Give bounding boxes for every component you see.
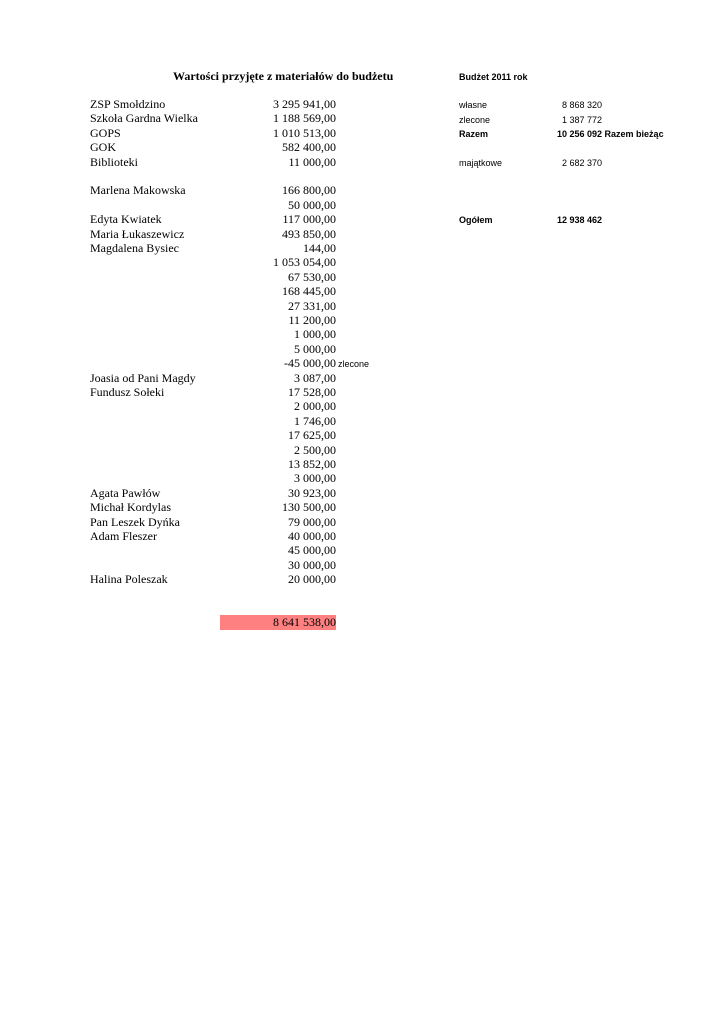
row-name: GOK <box>90 140 116 154</box>
row-value: 1 188 569,00 <box>273 111 336 125</box>
row-name: Maria Łukaszewicz <box>90 227 185 241</box>
row-value: 17 625,00 <box>288 428 336 442</box>
row-name: Szkoła Gardna Wielka <box>90 111 198 125</box>
row-value: 144,00 <box>303 241 336 255</box>
row-value: 2 000,00 <box>294 399 336 413</box>
row-value: 168 445,00 <box>282 284 336 298</box>
row-name: ZSP Smołdzino <box>90 97 166 111</box>
row-note: zlecone <box>338 359 370 369</box>
row-value: 20 000,00 <box>288 572 336 586</box>
row-value: 17 528,00 <box>288 385 336 399</box>
zlecone-label: zlecone <box>459 115 491 125</box>
majatkowe-label: majątkowe <box>459 158 503 168</box>
row-value: 3 000,00 <box>294 471 336 485</box>
row-value: 11 200,00 <box>288 313 336 327</box>
row-name: Agata Pawłów <box>90 486 161 500</box>
razem-value: 10 256 092 Razem bieżąc <box>557 129 664 139</box>
row-value: 1 053 054,00 <box>273 255 336 269</box>
row-value: 5 000,00 <box>294 342 336 356</box>
row-value: 130 500,00 <box>282 500 336 514</box>
wlasne-value: 8 868 320 <box>562 100 603 110</box>
row-name: GOPS <box>90 126 121 140</box>
row-name: Biblioteki <box>90 155 138 169</box>
row-value: 2 500,00 <box>294 443 336 457</box>
row-name: Magdalena Bysiec <box>90 241 179 255</box>
row-value: 166 800,00 <box>282 183 336 197</box>
left-section-title: Wartości przyjęte z materiałów do budżetu <box>173 69 394 83</box>
row-value: 493 850,00 <box>282 227 336 241</box>
row-name: Pan Leszek Dyńka <box>90 515 180 529</box>
row-value: 3 295 941,00 <box>273 97 336 111</box>
razem-label: Razem <box>459 129 489 139</box>
row-name: Halina Poleszak <box>90 572 168 586</box>
row-value: 40 000,00 <box>288 529 336 543</box>
wlasne-label: własne <box>459 100 488 110</box>
row-name: Joasia od Pani Magdy <box>90 371 196 385</box>
row-value: 117 000,00 <box>282 212 336 226</box>
budget-title: Budżet 2011 rok <box>459 72 528 82</box>
row-value: 13 852,00 <box>288 457 336 471</box>
row-name: Michał Kordylas <box>90 500 171 514</box>
row-value: 67 530,00 <box>288 270 336 284</box>
total-cell <box>220 615 336 630</box>
row-value: 582 400,00 <box>282 140 336 154</box>
majatkowe-value: 2 682 370 <box>562 158 603 168</box>
ogolem-label: Ogółem <box>459 215 493 225</box>
zlecone-value: 1 387 772 <box>562 115 603 125</box>
row-value: 1 000,00 <box>294 327 336 341</box>
row-value: 1 746,00 <box>294 414 336 428</box>
row-value: 27 331,00 <box>288 299 336 313</box>
row-value: 45 000,00 <box>288 543 336 557</box>
row-name: Fundusz Sołeki <box>90 385 165 399</box>
ogolem-value: 12 938 462 <box>557 215 603 225</box>
row-name: Edyta Kwiatek <box>90 212 162 226</box>
row-value: 30 000,00 <box>288 558 336 572</box>
row-value: 79 000,00 <box>288 515 336 529</box>
row-value: 30 923,00 <box>288 486 336 500</box>
row-name: Marlena Makowska <box>90 183 186 197</box>
row-value: -45 000,00 <box>284 356 336 370</box>
row-value: 11 000,00 <box>288 155 336 169</box>
row-name: Adam Fleszer <box>90 529 157 543</box>
total-value: 8 641 538,00 <box>273 615 336 629</box>
row-value: 1 010 513,00 <box>273 126 336 140</box>
row-value: 3 087,00 <box>294 371 336 385</box>
row-value: 50 000,00 <box>288 198 336 212</box>
